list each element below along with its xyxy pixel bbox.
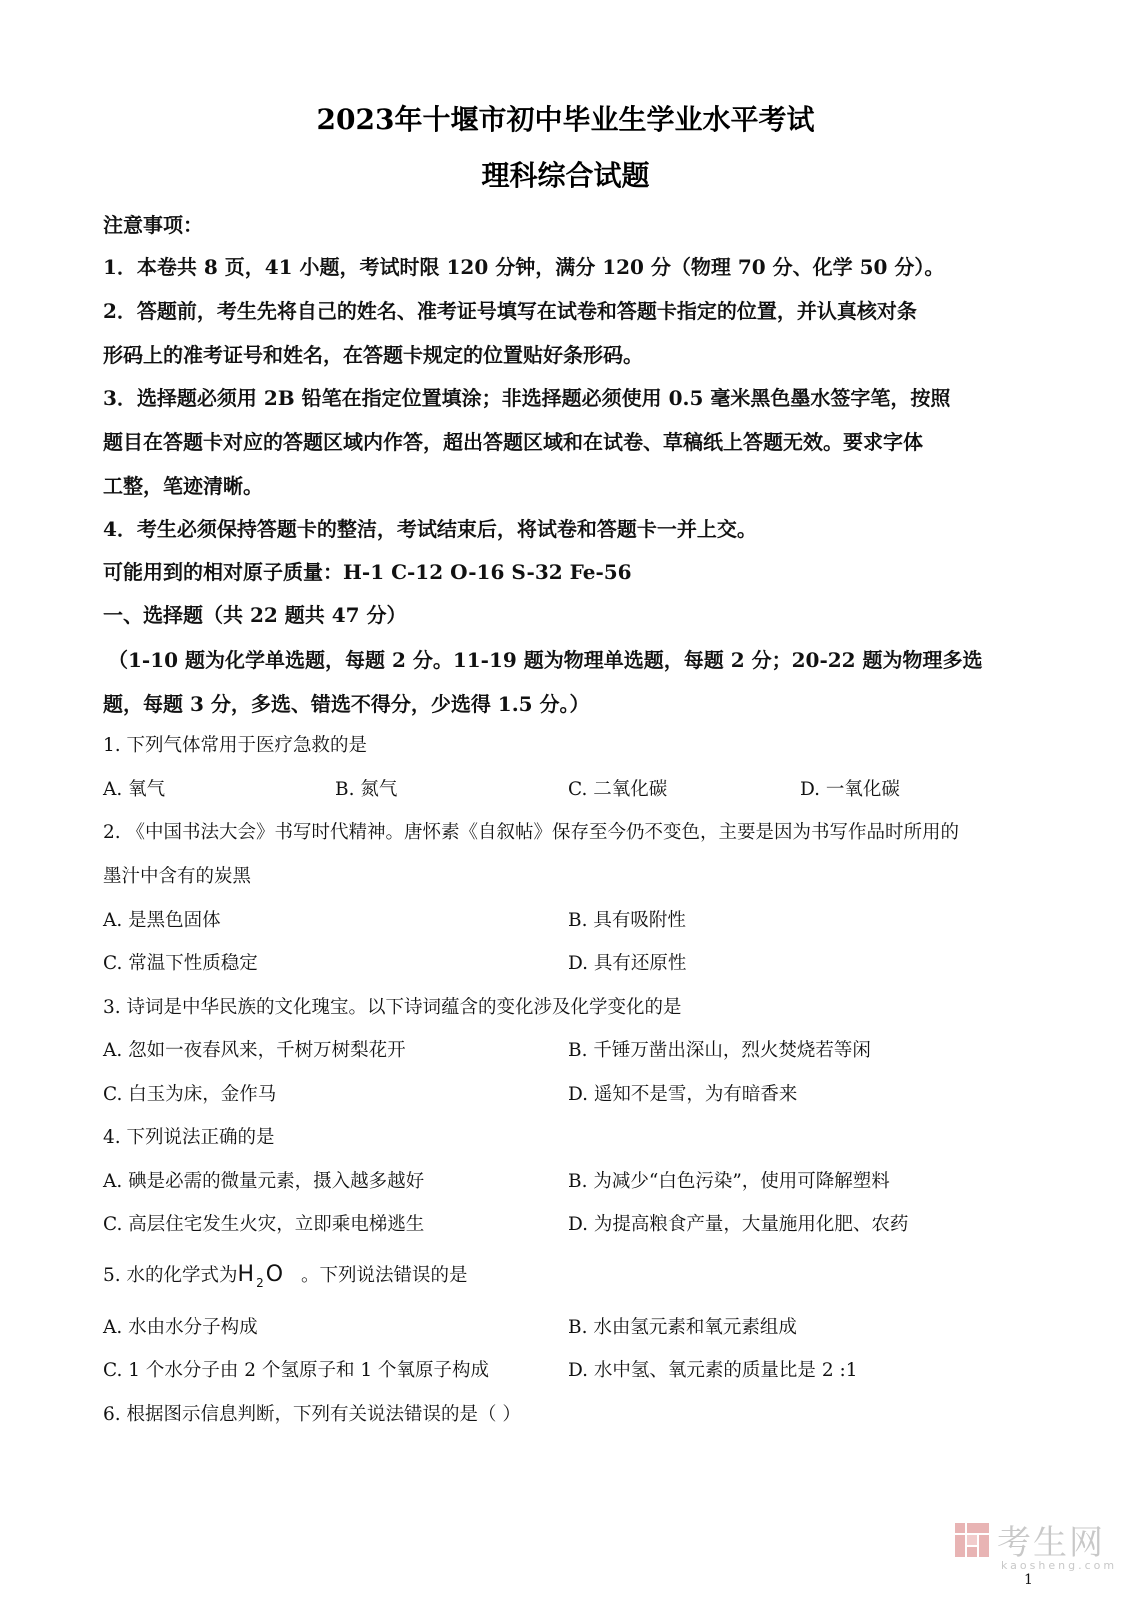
question-5-option-c: C. 1 个水分子由 2 个氢原子和 1 个氧原子构成 xyxy=(103,1360,489,1381)
question-3-option-b: B. 千锤万凿出深山，烈火焚烧若等闲 xyxy=(568,1040,871,1061)
watermark-subtext: kaosheng.com xyxy=(1001,1559,1118,1572)
question-2-option-c: C. 常温下性质稳定 xyxy=(103,953,258,974)
section-desc-line-1: （1-10 题为化学单选题，每题 2 分。11-19 题为物理单选题，每题 2 分；20-22 题为物理多选 xyxy=(108,648,983,672)
kaosheng-logo-icon xyxy=(953,1521,991,1559)
question-5-stem xyxy=(103,1260,467,1298)
note-4: 4．考生必须保持答题卡的整洁，考试结束后，将试卷和答题卡一并上交。 xyxy=(103,517,757,541)
note-1: 1．本卷共 8 页，41 小题，考试时限 120 分钟，满分 120 分（物理 70 分、化学 50 分）。 xyxy=(103,255,945,279)
question-1-stem: 1. 下列气体常用于医疗急救的是 xyxy=(103,735,368,756)
kaosheng-watermark xyxy=(953,1515,1118,1575)
question-3-stem: 3. 诗词是中华民族的文化瑰宝。以下诗词蕴含的变化涉及化学变化的是 xyxy=(103,997,682,1018)
water-formula: $H_2O$ xyxy=(237,1262,286,1290)
question-5-option-d: D. 水中氢、氧元素的质量比是 2 :1 xyxy=(568,1360,858,1381)
question-1-option-c: C. 二氧化碳 xyxy=(568,779,668,800)
question-3-option-a: A. 忽如一夜春风来，千树万树梨花开 xyxy=(103,1040,406,1061)
question-5-stem-prefix: 5. 水的化学式为 xyxy=(103,1265,238,1286)
question-2-stem-line-2: 墨汁中含有的炭黑 xyxy=(103,866,252,887)
question-2-stem-line-1: 2. 《中国书法大会》书写时代精神。唐怀素《自叙帖》保存至今仍不变色，主要是因为书写作品时所用的 xyxy=(103,822,960,843)
page-number: 1 xyxy=(1024,1572,1033,1588)
note-3-line-3: 工整，笔迹清晰。 xyxy=(103,474,263,498)
question-2-option-b: B. 具有吸附性 xyxy=(568,910,686,931)
question-1-option-b: B. 氮气 xyxy=(335,779,398,800)
question-6-stem: 6. 根据图示信息判断，下列有关说法错误的是（ ） xyxy=(103,1404,521,1425)
question-5-option-b: B. 水由氢元素和氧元素组成 xyxy=(568,1317,797,1338)
section-desc-line-2: 题，每题 3 分，多选、错选不得分，少选得 1.5 分。） xyxy=(103,692,590,716)
note-2-line-2: 形码上的准考证号和姓名，在答题卡规定的位置贴好条形码。 xyxy=(103,343,643,367)
question-1-option-d: D. 一氧化碳 xyxy=(800,779,900,800)
note-3-line-2: 题目在答题卡对应的答题区域内作答，超出答题区域和在试卷、草稿纸上答题无效。要求字体 xyxy=(103,430,923,454)
notes-heading: 注意事项： xyxy=(103,213,203,237)
question-2-option-a: A. 是黑色固体 xyxy=(103,910,221,931)
exam-title: 2023年十堰市初中毕业生学业水平考试 xyxy=(316,103,815,136)
question-4-option-c: C. 高层住宅发生火灾，立即乘电梯逃生 xyxy=(103,1214,425,1235)
question-4-option-a: A. 碘是必需的微量元素，摄入越多越好 xyxy=(103,1171,425,1192)
exam-subtitle: 理科综合试题 xyxy=(481,159,650,192)
atomic-masses: 可能用到的相对原子质量：H-1 C-12 O-16 S-32 Fe-56 xyxy=(103,560,632,584)
question-5-option-a: A. 水由水分子构成 xyxy=(103,1317,258,1338)
question-3-option-d: D. 遥知不是雪，为有暗香来 xyxy=(568,1084,798,1105)
section-title: 一、选择题（共 22 题共 47 分） xyxy=(103,603,407,627)
question-4-option-b: B. 为减少“白色污染”，使用可降解塑料 xyxy=(568,1171,890,1192)
question-3-option-c: C. 白玉为床，金作马 xyxy=(103,1084,277,1105)
question-4-stem: 4. 下列说法正确的是 xyxy=(103,1127,275,1148)
note-3-line-1: 3．选择题必须用 2B 铅笔在指定位置填涂；非选择题必须使用 0.5 毫米黑色墨水签字笔，按照 xyxy=(103,386,951,410)
watermark-text: 考生网 xyxy=(997,1523,1105,1563)
question-4-option-d: D. 为提高粮食产量，大量施用化肥、农药 xyxy=(568,1214,909,1235)
question-5-stem-suffix: 。下列说法错误的是 xyxy=(300,1265,468,1286)
question-2-option-d: D. 具有还原性 xyxy=(568,953,687,974)
question-1-option-a: A. 氧气 xyxy=(103,779,166,800)
note-2-line-1: 2．答题前，考生先将自己的姓名、准考证号填写在试卷和答题卡指定的位置，并认真核对条 xyxy=(103,299,917,323)
